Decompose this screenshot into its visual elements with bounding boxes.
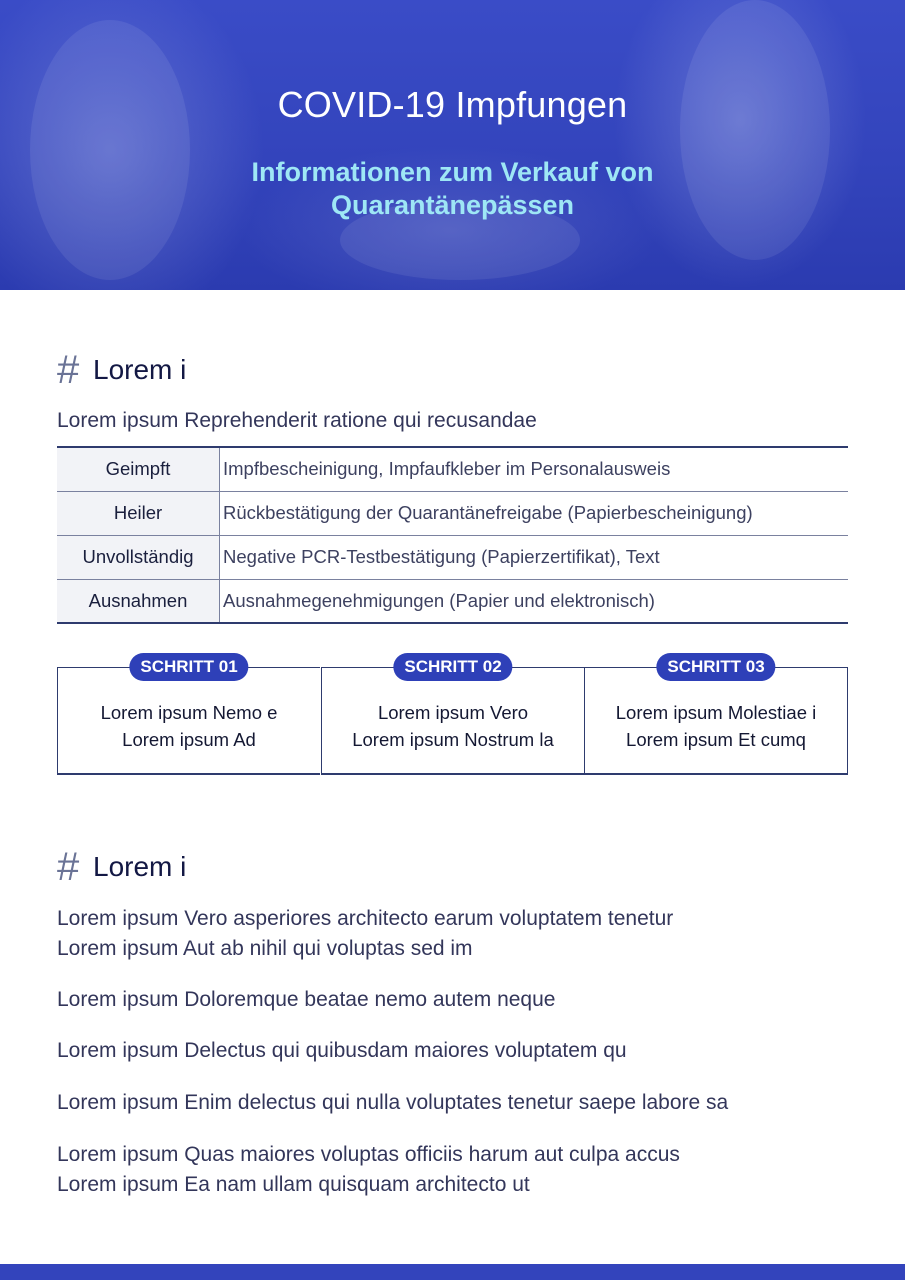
table-key: Ausnahmen bbox=[57, 579, 220, 623]
table-row bbox=[57, 447, 848, 491]
section-1-heading bbox=[57, 350, 186, 390]
table-key: Heiler bbox=[57, 491, 220, 535]
hash-icon: # bbox=[57, 845, 80, 889]
step-1-text bbox=[58, 699, 320, 753]
section-1-intro: Lorem ipsum Reprehenderit ratione qui recusandae bbox=[57, 409, 537, 432]
page-subtitle bbox=[0, 156, 905, 222]
step-2-badge: SCHRITT 02 bbox=[393, 653, 512, 681]
step-2-box bbox=[321, 657, 584, 775]
step-1-box bbox=[57, 657, 320, 775]
step-3-line-2: Lorem ipsum Et cumq bbox=[626, 729, 806, 750]
paragraph-1-line-2: Lorem ipsum Aut ab nihil qui voluptas sed im bbox=[57, 937, 473, 960]
step-1-line-1: Lorem ipsum Nemo e bbox=[100, 702, 278, 723]
paragraph-5 bbox=[57, 1140, 680, 1200]
table-value: Rückbestätigung der Quarantänefreigabe (Papierbescheinigung) bbox=[220, 491, 849, 535]
table-row bbox=[57, 491, 848, 535]
table-row bbox=[57, 535, 848, 579]
paragraph-2-line-1: Lorem ipsum Doloremque beatae nemo autem neque bbox=[57, 988, 556, 1011]
paragraph-1-line-1: Lorem ipsum Vero asperiores architecto earum voluptatem tenetur bbox=[57, 907, 674, 930]
paragraph-5-line-2: Lorem ipsum Ea nam ullam quisquam architecto ut bbox=[57, 1173, 530, 1196]
table-row bbox=[57, 579, 848, 623]
subtitle-line-1: Informationen zum Verkauf von bbox=[251, 157, 654, 187]
section-2-heading bbox=[57, 847, 186, 887]
paragraph-3 bbox=[57, 1036, 627, 1066]
step-1-line-2: Lorem ipsum Ad bbox=[122, 729, 256, 750]
step-2-line-1: Lorem ipsum Vero bbox=[377, 702, 529, 723]
steps-row bbox=[57, 652, 848, 777]
step-2-line-2: Lorem ipsum Nostrum la bbox=[352, 729, 554, 750]
table-key: Geimpft bbox=[57, 447, 220, 491]
footer-bar bbox=[0, 1264, 905, 1280]
table-value: Impfbescheinigung, Impfaufkleber im Personalausweis bbox=[220, 447, 849, 491]
step-1-badge: SCHRITT 01 bbox=[129, 653, 248, 681]
page-title: COVID-19 Impfungen bbox=[277, 84, 628, 125]
table-key: Unvollständig bbox=[57, 535, 220, 579]
paragraph-1 bbox=[57, 904, 673, 964]
hero-photo-figure-left bbox=[30, 20, 190, 280]
subtitle-line-2: Quarantänepässen bbox=[330, 190, 575, 220]
section-1-title: Lorem i bbox=[93, 354, 187, 385]
hero-banner bbox=[0, 0, 905, 290]
hash-icon: # bbox=[57, 348, 80, 392]
paragraph-2 bbox=[57, 985, 555, 1015]
table-value: Ausnahmegenehmigungen (Papier und elektronisch) bbox=[220, 579, 849, 623]
table-value: Negative PCR-Testbestätigung (Papierzertifikat), Text bbox=[220, 535, 849, 579]
step-3-line-1: Lorem ipsum Molestiae i bbox=[615, 702, 817, 723]
section-2-title: Lorem i bbox=[93, 851, 187, 882]
paragraph-3-line-1: Lorem ipsum Delectus qui quibusdam maiores voluptatem qu bbox=[57, 1039, 627, 1062]
step-3-badge: SCHRITT 03 bbox=[656, 653, 775, 681]
step-3-box bbox=[584, 657, 848, 775]
step-3-text bbox=[585, 699, 847, 753]
document-table bbox=[57, 446, 848, 624]
paragraph-4-line-1: Lorem ipsum Enim delectus qui nulla voluptates tenetur saepe labore sa bbox=[57, 1091, 729, 1114]
paragraph-4 bbox=[57, 1088, 728, 1118]
step-2-text bbox=[322, 699, 584, 753]
paragraph-5-line-1: Lorem ipsum Quas maiores voluptas officiis harum aut culpa accus bbox=[57, 1143, 680, 1166]
